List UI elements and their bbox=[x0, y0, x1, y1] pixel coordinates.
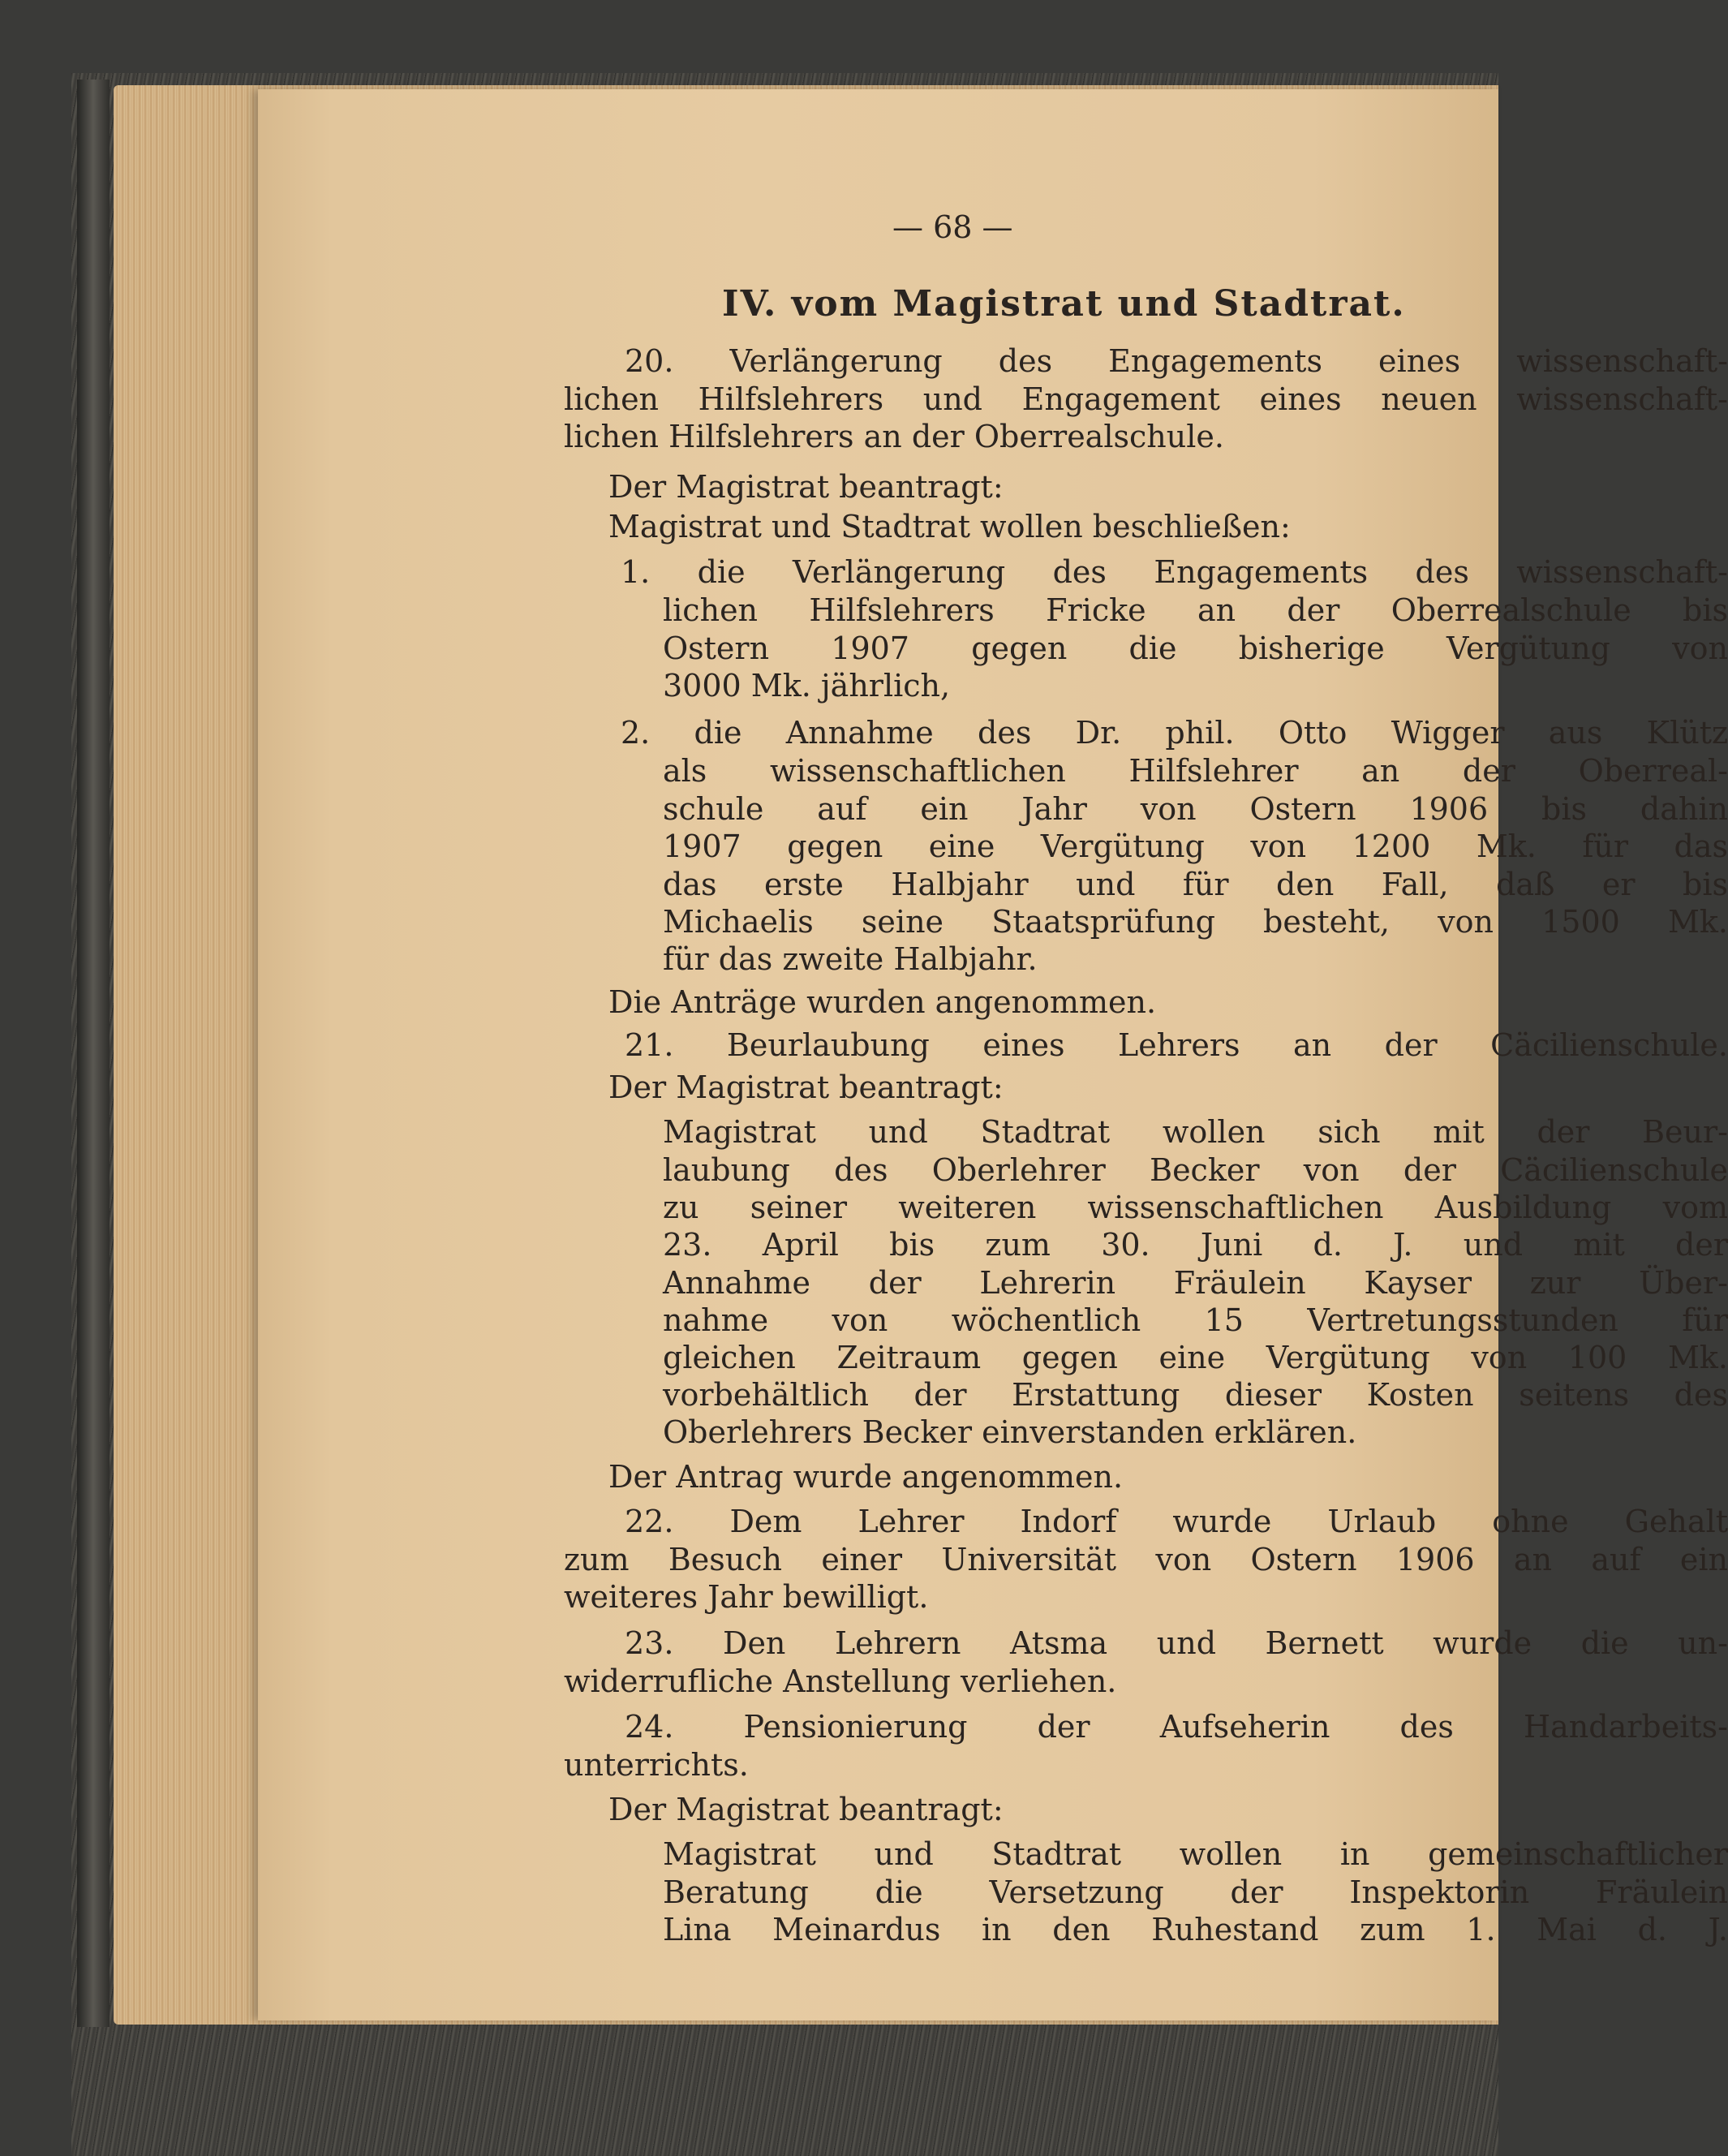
text-line: Der Magistrat beantragt: bbox=[608, 1069, 1004, 1105]
text-line: 23. April bis zum 30. Juni d. J. und mit der bbox=[663, 1227, 1728, 1263]
text-line: Annahme der Lehrerin Fräulein Kayser zur Über- bbox=[663, 1265, 1728, 1301]
text-line: für das zweite Halbjahr. bbox=[663, 941, 1038, 977]
text-line: Der Magistrat beantragt: bbox=[608, 469, 1004, 505]
text-line: schule auf ein Jahr von Ostern 1906 bis dahin bbox=[663, 791, 1728, 827]
text-line: Oberlehrers Becker einverstanden erklären. bbox=[663, 1414, 1357, 1450]
text-line: 23. Den Lehrern Atsma und Bernett wurde die un- bbox=[625, 1625, 1728, 1661]
text-line: zum Besuch einer Universität von Ostern 1906 an auf ein bbox=[564, 1542, 1728, 1577]
page-number: — 68 — bbox=[892, 209, 1013, 245]
book-spine-edge bbox=[77, 80, 110, 2027]
text-line: 1. die Verlängerung des Engagements des wissenschaft- bbox=[621, 554, 1728, 590]
text-line: nahme von wöchentlich 15 Vertretungsstunden für bbox=[663, 1302, 1728, 1338]
text-line: 22. Dem Lehrer Indorf wurde Urlaub ohne Gehalt bbox=[625, 1504, 1728, 1539]
text-line: Lina Meinardus in den Ruhestand zum 1. Mai d. J. bbox=[663, 1912, 1728, 1947]
section-heading: IV. vom Magistrat und Stadtrat. bbox=[722, 283, 1406, 325]
text-line: 1907 gegen eine Vergütung von 1200 Mk. für das bbox=[663, 828, 1728, 864]
text-line: Michaelis seine Staatsprüfung besteht, von 1500 Mk. bbox=[663, 904, 1728, 940]
text-line: 3000 Mk. jährlich, bbox=[663, 668, 951, 704]
text-line: gleichen Zeitraum gegen eine Vergütung von 100 Mk. bbox=[663, 1340, 1728, 1375]
text-line: 20. Verlängerung des Engagements eines wissenschaft- bbox=[625, 343, 1728, 379]
text-line: Beratung die Versetzung der Inspektorin Fräulein bbox=[663, 1874, 1728, 1910]
text-line: Ostern 1907 gegen die bisherige Vergütung von bbox=[663, 630, 1728, 666]
text-line: laubung des Oberlehrer Becker von der Cäcilienschule bbox=[663, 1152, 1728, 1188]
text-line: 2. die Annahme des Dr. phil. Otto Wigger aus Klütz bbox=[621, 715, 1728, 751]
text-line: lichen Hilfslehrers und Engagement eines neuen wissenschaft- bbox=[564, 381, 1728, 417]
text-line: lichen Hilfslehrers an der Oberrealschule. bbox=[564, 419, 1224, 454]
text-line: vorbehältlich der Erstattung dieser Kosten seitens des bbox=[663, 1377, 1728, 1413]
text-line: das erste Halbjahr und für den Fall, daß er bis bbox=[663, 867, 1728, 902]
text-line: Magistrat und Stadtrat wollen sich mit der Beur- bbox=[663, 1114, 1728, 1150]
text-line: weiteres Jahr bewilligt. bbox=[564, 1579, 929, 1615]
text-line: 24. Pensionierung der Aufseherin des Handarbeits- bbox=[625, 1709, 1728, 1745]
text-line: Der Antrag wurde angenommen. bbox=[608, 1459, 1124, 1495]
text-line: 21. Beurlaubung eines Lehrers an der Cäcilienschule. bbox=[625, 1027, 1728, 1063]
text-line: als wissenschaftlichen Hilfslehrer an der Oberreal- bbox=[663, 753, 1728, 789]
text-line: Der Magistrat beantragt: bbox=[608, 1792, 1004, 1827]
text-line: Magistrat und Stadtrat wollen in gemeinschaftlicher bbox=[663, 1836, 1728, 1872]
text-line: unterrichts. bbox=[564, 1747, 749, 1783]
text-line: Magistrat und Stadtrat wollen beschließen: bbox=[608, 509, 1291, 544]
text-line: zu seiner weiteren wissenschaftlichen Ausbildung vom bbox=[663, 1190, 1728, 1225]
text-line: lichen Hilfslehrers Fricke an der Oberrealschule bis bbox=[663, 592, 1728, 628]
text-line: Die Anträge wurden angenommen. bbox=[608, 984, 1157, 1020]
text-line: widerrufliche Anstellung verliehen. bbox=[564, 1663, 1117, 1699]
